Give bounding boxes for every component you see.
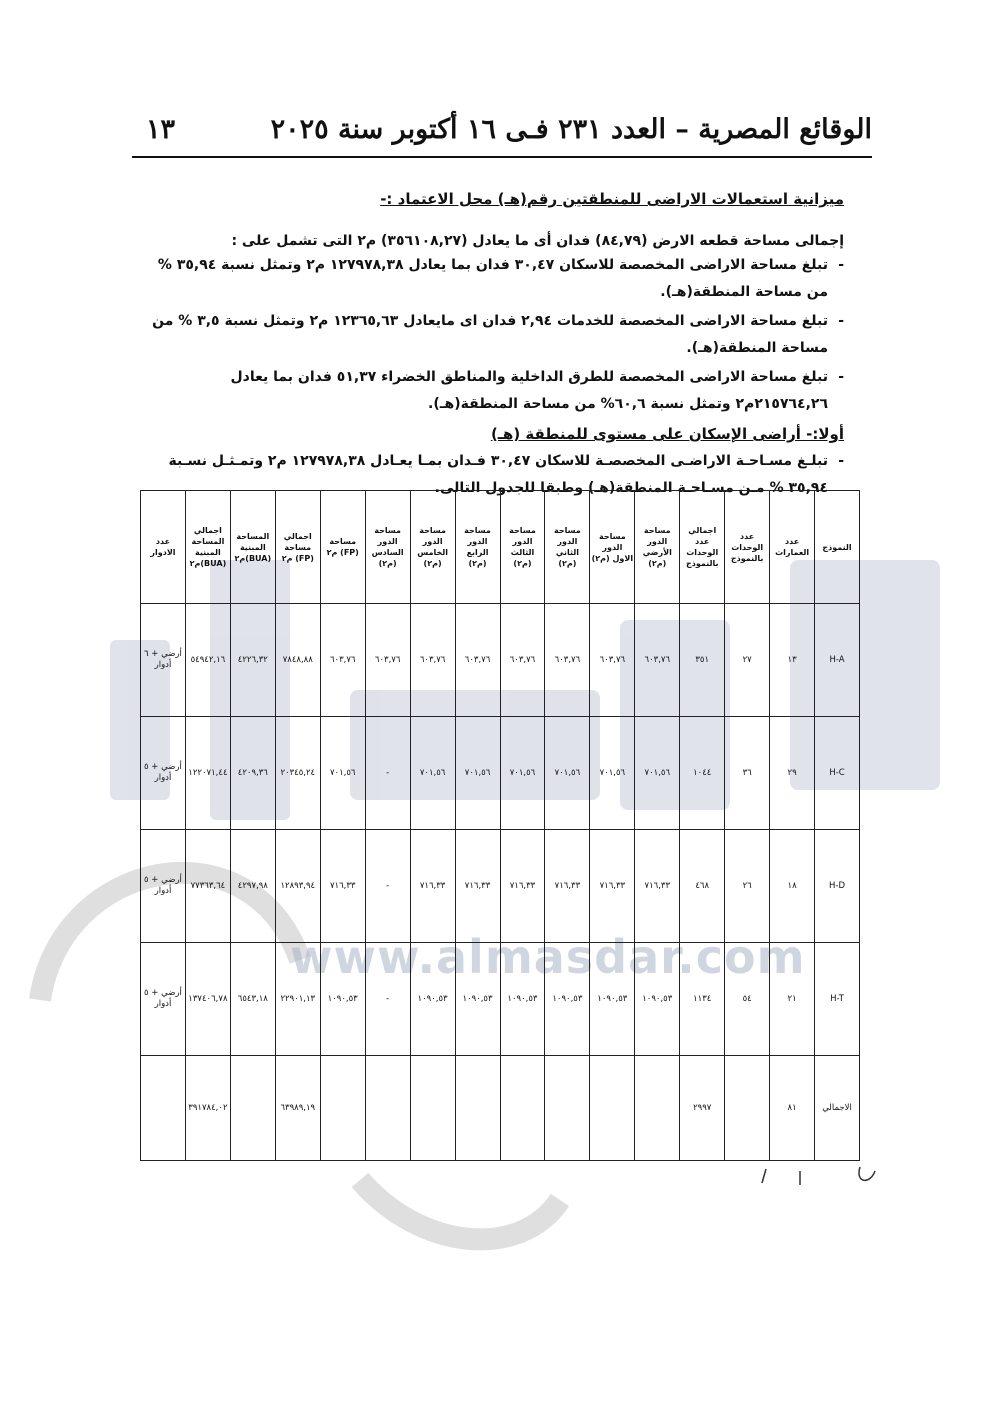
table-cell: ٢٩ (770, 717, 815, 830)
intro-paragraph: إجمالى مساحة قطعه الارض (٨٤,٧٩) فدان أى ما يعادل (٣٥٦١٠٨,٢٧) م٢ التى تشمل على : (231, 233, 844, 249)
signature-scribble (760, 1163, 880, 1189)
table-header-row (141, 491, 860, 604)
table-total-row (141, 1056, 860, 1161)
table-cell: ٤٢٩٧,٩٨ (230, 830, 275, 943)
table-cell: ١٠٩٠,٥٣ (545, 943, 590, 1056)
table-cell: ٤٢٢٦,٣٢ (230, 604, 275, 717)
header-cell: مساحة الدور الأرضي (م٢) (635, 491, 680, 604)
header-cell: مساحة الدور الثالث (م٢) (500, 491, 545, 604)
table-cell: ٧١٦,٣٣ (500, 830, 545, 943)
table-row (141, 943, 860, 1056)
table-cell: ١٠٩٠,٥٣ (320, 943, 365, 1056)
header-cell: النموذج (815, 491, 860, 604)
table-cell: H-D (815, 830, 860, 943)
bullet-item: - تبلغ مساحة الاراضى المخصصة للطرق الداخلية والمناطق الخضراء ٥١,٣٧ فدان بما يعادل ٢١٥٧٦٤,٢٦م٢ وتمثل نسبة ٦٠,٦% من مساحة المنطقة(هـ). (149, 364, 844, 418)
subsection-title: أولا:- أراضى الإسكان على مستوى للمنطقة (هـ) (490, 425, 844, 443)
table-row (141, 604, 860, 717)
table-cell: ٢٧ (725, 604, 770, 717)
header-cell: مساحة الدور الرابع (م٢) (455, 491, 500, 604)
bullet-item: - تبلغ مساحة الاراضى المخصصة للخدمات ٢,٩٤ فدان اى مايعادل ١٢٣٦٥,٦٣ م٢ وتمثل نسبة ٣,٥ % من مساحة المنطقة(هـ). (149, 308, 844, 362)
table-cell: ١٢٢٠٧١,٤٤ (185, 717, 230, 830)
housing-table (140, 490, 860, 1161)
header-cell: عدد العمارات (770, 491, 815, 604)
table-cell: ٥٤٩٤٢,١٦ (185, 604, 230, 717)
page-number: ١٣ (146, 114, 176, 145)
table-cell: أرضي + ٦ أدوار (141, 604, 186, 717)
table-cell (455, 1056, 500, 1161)
table-cell (725, 1056, 770, 1161)
table-cell: ٢٦ (725, 830, 770, 943)
table-cell: ٦٠٣,٧٦ (320, 604, 365, 717)
table-cell: ٨١ (770, 1056, 815, 1161)
table-row (141, 830, 860, 943)
table-cell: ٣٦ (725, 717, 770, 830)
table-cell: ٧٧٣٦٣,٦٤ (185, 830, 230, 943)
table-cell: ٣٥١ (680, 604, 725, 717)
header-cell: عدد الوحدات بالنموذج (725, 491, 770, 604)
table-cell: - (365, 830, 410, 943)
table-cell: ٤٦٨ (680, 830, 725, 943)
table-cell: ٧٠١,٥٦ (635, 717, 680, 830)
table-cell (545, 1056, 590, 1161)
table-cell: ٧١٦,٣٣ (455, 830, 500, 943)
header-cell: مساحة الدور الثاني (م٢) (545, 491, 590, 604)
header-cell: عدد الادوار (141, 491, 186, 604)
table-cell: ٧٠١,٥٦ (320, 717, 365, 830)
table-cell: ٧٠١,٥٦ (455, 717, 500, 830)
table-cell: ٧١٦,٣٣ (545, 830, 590, 943)
header-cell: اجمالي عدد الوحدات بالنموذج (680, 491, 725, 604)
page-header (132, 110, 872, 158)
table-cell: ٥٤ (725, 943, 770, 1056)
table-cell: ٧١٦,٣٣ (320, 830, 365, 943)
table-cell: - (365, 717, 410, 830)
table-cell (500, 1056, 545, 1161)
table-cell: ٧٠١,٥٦ (500, 717, 545, 830)
table-cell (590, 1056, 635, 1161)
table-cell (410, 1056, 455, 1161)
bullet-item: - تبلغ مساحة الاراضى المخصصة للاسكان ٣٠,٤٧ فدان بما يعادل ١٢٧٩٧٨,٣٨ م٢ وتمثل نسبة ٣٥,٩٤ % من مساحة المنطقة(هـ). (149, 252, 844, 306)
table-cell: ١٣٧٤٠٦,٧٨ (185, 943, 230, 1056)
table-cell: ٦٠٣,٧٦ (545, 604, 590, 717)
header-cell: اجمالي المساحة المبنية (BUA)م٢ (185, 491, 230, 604)
table-cell: ١٠٩٠,٥٣ (455, 943, 500, 1056)
table-cell: ٣٩١٧٨٤,٠٢ (185, 1056, 230, 1161)
table-cell: ٧١٦,٣٣ (590, 830, 635, 943)
table-cell: - (365, 943, 410, 1056)
table-cell: ١٣ (770, 604, 815, 717)
table-row (141, 717, 860, 830)
header-cell: مساحة الدور الخامس (م٢) (410, 491, 455, 604)
table-cell: ٦٠٣,٧٦ (410, 604, 455, 717)
table-cell (141, 1056, 186, 1161)
gazette-title: الوقائع المصرية – العدد ٢٣١ فـى ١٦ أكتوبر سنة ٢٠٢٥ (270, 114, 872, 145)
table-cell: أرضي + ٥ أدوار (141, 717, 186, 830)
land-use-bullets (149, 252, 844, 420)
table-cell: ١٨ (770, 830, 815, 943)
table-cell (635, 1056, 680, 1161)
table-cell: الاجمالي (815, 1056, 860, 1161)
section-title: ميزانية استعمالات الاراضى للمنطقتين رقم(هـ) محل الاعتماد :- (380, 190, 844, 208)
handwritten-marks (760, 1163, 880, 1193)
watermark-text: www.almasdar.com (290, 930, 806, 984)
header-cell: المساحة المبنية (BUA)م٢ (230, 491, 275, 604)
table-cell: ١١٣٤ (680, 943, 725, 1056)
table-cell: H-A (815, 604, 860, 717)
table-cell: ٧٠١,٥٦ (590, 717, 635, 830)
table-cell (365, 1056, 410, 1161)
table-cell: أرضي + ٥ أدوار (141, 943, 186, 1056)
table-cell: ٦٠٣,٧٦ (455, 604, 500, 717)
table-cell: أرضي + ٥ أدوار (141, 830, 186, 943)
table-cell: ١٠٩٠,٥٣ (635, 943, 680, 1056)
header-cell: مساحة (FP) م٢ (320, 491, 365, 604)
table-cell: ٦٠٣,٧٦ (365, 604, 410, 717)
table-cell: ٧١٦,٣٣ (635, 830, 680, 943)
table-cell (230, 1056, 275, 1161)
table-cell: ٧١٦,٣٣ (410, 830, 455, 943)
table-cell: ٤٢٠٩,٣٦ (230, 717, 275, 830)
table-cell: ٢٠٣٤٥,٢٤ (275, 717, 320, 830)
table-cell: ٦٣٩٨٩,١٩ (275, 1056, 320, 1161)
table-cell: ٢٢٩٠١,١٣ (275, 943, 320, 1056)
table-cell: ٦٠٣,٧٦ (500, 604, 545, 717)
table-cell: ١٠٩٠,٥٣ (500, 943, 545, 1056)
table-cell: ١٢٨٩٣,٩٤ (275, 830, 320, 943)
table-cell: ٧٠١,٥٦ (410, 717, 455, 830)
table-cell: ٧٠١,٥٦ (545, 717, 590, 830)
header-cell: مساحة الدور الاول (م٢) (590, 491, 635, 604)
table-cell: ٦٠٣,٧٦ (635, 604, 680, 717)
table-cell: H-T (815, 943, 860, 1056)
housing-bullet: - تبلـغ مسـاحـة الاراضـى المخصصـة للاسكان ٣٠,٤٧ فـدان بمـا يعـادل ١٢٧٩٧٨,٣٨ م٢ وتمـثـل نسـبة ٣٥,٩٤ % مـن مسـاحـة المنطقة(هـ) وطبقا للجدول التالى. (149, 448, 844, 502)
table-cell (320, 1056, 365, 1161)
header-cell: اجمالي مساحة (FP) م٢ (275, 491, 320, 604)
table-cell: ٢١ (770, 943, 815, 1056)
table-cell: H-C (815, 717, 860, 830)
table-cell: ٦٥٤٣,١٨ (230, 943, 275, 1056)
table-cell: ١٠٩٠,٥٣ (410, 943, 455, 1056)
table-cell: ٧٨٤٨,٨٨ (275, 604, 320, 717)
table-cell: ٢٩٩٧ (680, 1056, 725, 1161)
table-cell: ٦٠٣,٧٦ (590, 604, 635, 717)
table-cell: ١٠٩٠,٥٣ (590, 943, 635, 1056)
table-cell: ١٠٤٤ (680, 717, 725, 830)
header-cell: مساحة الدور السادس (م٢) (365, 491, 410, 604)
